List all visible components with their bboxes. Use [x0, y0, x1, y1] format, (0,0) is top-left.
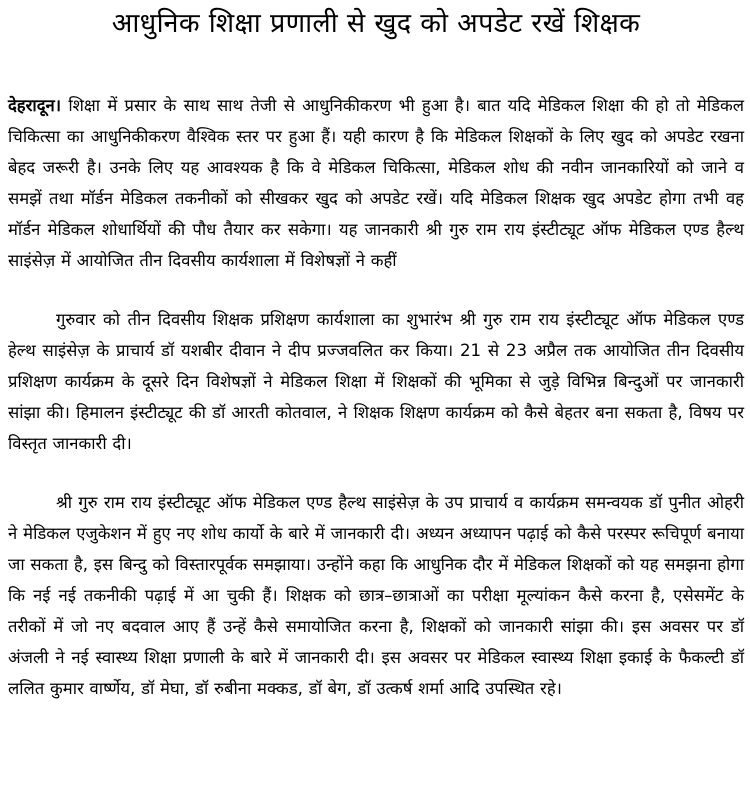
paragraph-1-text: शिक्षा में प्रसार के साथ साथ तेजी से आधुनिकीकरण भी हुआ है। बात यदि मेडिकल शिक्षा की हो तो मेडिकल चिकित्सा का आधुनिकीकरण वैश्विक स्तर पर हुआ हैं। यही कारण है कि मेडिकल शिक्षकों के लिए खुद को अपडेट रखना बेहद जरूरी है। उनके लिए यह आवश्यक है कि वे मेडिकल चिकित्सा, मेडिकल शोध की नवीन जानकारियों को जाने व समझें तथा मॉर्डन मेडिकल तकनीकों को सीखकर खुद को अपडेट रखें। यदि मेडिकल शिक्षक खुद अपडेट होगा तभी वह मॉर्डन मेडिकल शोधार्थियों की पौध तैयार कर सकेगा। यह जानकारी श्री गुरु राम राय इंस्टीट्यूट ऑफ मेडिकल एण्ड हैल्थ साइंसेज़ में आयोजित तीन दिवसीय कार्यशाला में विशेषज्ञों ने कहीं [8, 96, 745, 270]
paragraph-1 [8, 90, 744, 276]
paragraph-2: गुरुवार को तीन दिवसीय शिक्षक प्रशिक्षण कार्यशाला का शुभारंभ श्री गुरु राम राय इंस्टीट्यूट ऑफ मेडिकल एण्ड हेल्थ साइंसेज़ के प्राचार्य डॉ यशबीर दीवान ने दीप प्रज्जवलित कर किया। 21 से 23 अप्रैल तक आयोजित तीन दिवसीय प्रशिक्षण कार्यक्रम के दूसरे दिन विशेषज्ञों ने मेडिकल शिक्षा में शिक्षकों की भूमिका से जुड़े विभिन्न बिन्दुओं पर जानकारी सांझा की। हिमालन इंस्टीट्यूट की डॉ आरती कोतवाल, ने शिक्षक शिक्षण कार्यक्रम को कैसे बेहतर बना सकता है, विषय पर विस्तृत जानकारी दी। [8, 310, 744, 453]
dateline: देहरादून। [8, 96, 62, 115]
headline: आधुनिक शिक्षा प्रणाली से खुद को अपडेट रखें शिक्षक [111, 8, 641, 39]
paragraph-3: श्री गुरु राम राय इंस्टीट्यूट ऑफ मेडिकल एण्ड हैल्थ साइंसेज़ के उप प्राचार्य व कार्यक्रम समन्वयक डॉ पुनीत ओहरी ने मेडिकल एजुकेशन में हुए नए शोध कार्यो के बारे में जानकारी दी। अध्यन अध्यापन पढ़ाई को कैसे परस्पर रूचिपूर्ण बनाया जा सकता है, इस बिन्दु को विस्तारपूर्वक समझाया। उन्होंने कहा कि आधुनिक दौर में मेडिकल शिक्षकों को यह समझना होगा कि नई नई तकनीकी पढ़ाई में आ चुकी हैं। शिक्षक को छात्र–छात्राओं का परीक्षा मूल्यांकन कैसे करना है, एसेसमेंट के तरीकों में जो नए बदवाल आए हैं उन्हें कैसे समायोजित करना है, शिक्षकों को जानकारी सांझा की। इस अवसर पर डॉ अंजली ने नई स्वास्थ्य शिक्षा प्रणाली के बारे में जानकारी दी। इस अवसर पर मेडिकल स्वास्थ्य शिक्षा इकाई के फैकल्टी डॉ ललित कुमार वार्ष्णेय, डॉ मेघा, डॉ रुबीना मक्कड, डॉ बेग, डॉ उत्कर्ष शर्मा आदि उपस्थित रहे। [8, 493, 744, 698]
